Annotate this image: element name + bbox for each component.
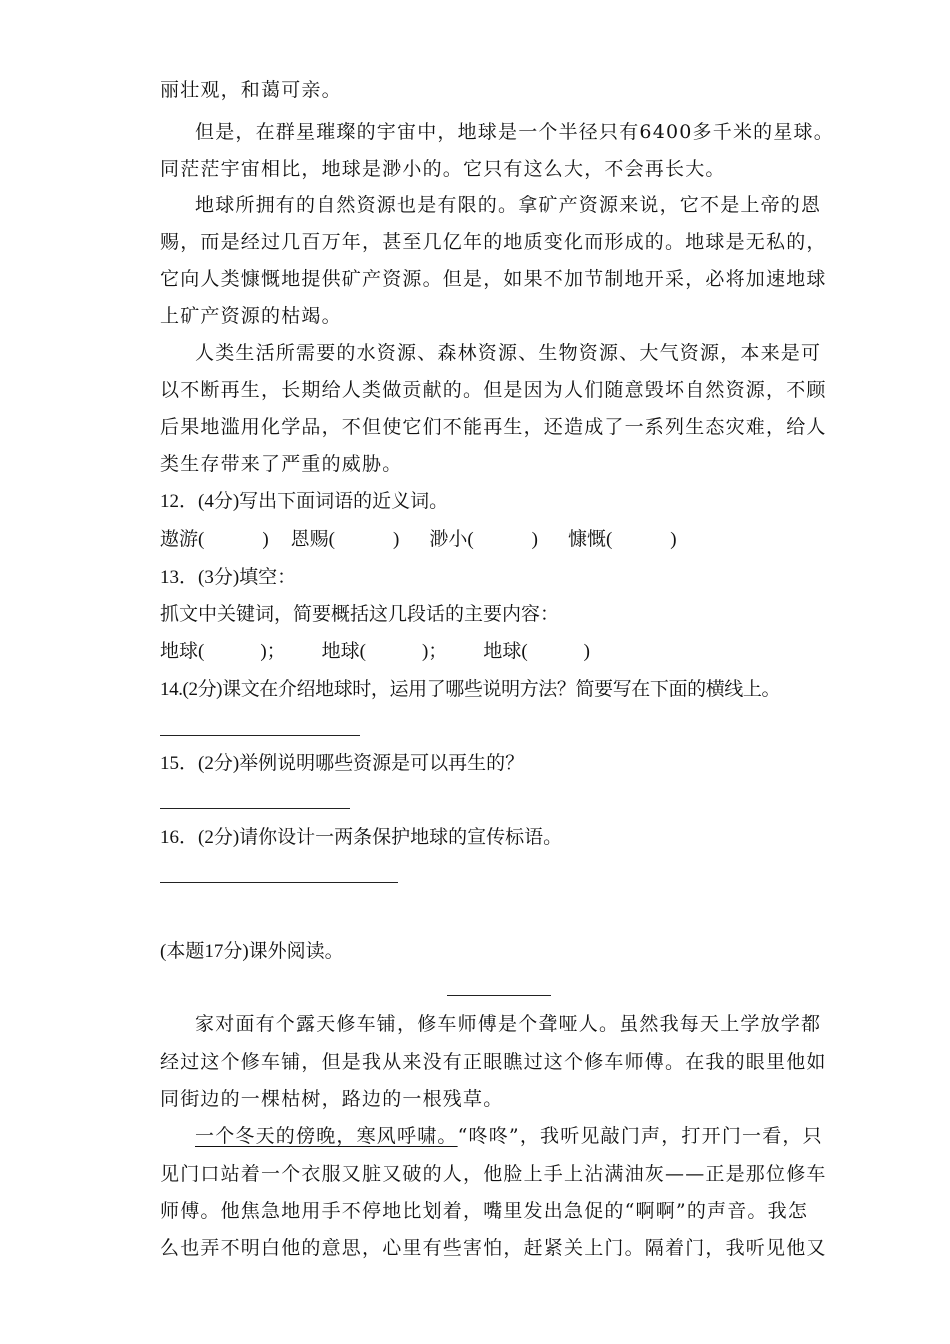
passage1-line: 以不断再生，长期给人类做贡献的。但是因为人们随意毁坏自然资源，不顾 — [160, 379, 827, 401]
passage2-line: 师傅。他焦急地用手不停地比划着，嘴里发出急促的“啊啊”的声音。我怎 — [160, 1200, 809, 1222]
passage-title-blank[interactable] — [447, 995, 551, 996]
q12-word: 恩赐( — [290, 529, 335, 550]
q13-sep: ) — [583, 641, 590, 662]
q14-answer-line[interactable] — [160, 735, 360, 736]
q13-items — [160, 640, 590, 664]
q13-instruction: 抓文中关键词，简要概括这几段话的主要内容： — [160, 604, 560, 625]
q12-word: 渺小( — [429, 529, 474, 550]
q12-stem: 12．(4分)写出下面词语的近义词。 — [160, 491, 449, 512]
passage2-line: 见门口站着一个衣服又脏又破的人，他脸上手上沾满油灰——正是那位修车 — [160, 1163, 827, 1185]
q12-close: ) — [670, 529, 677, 550]
q16-answer-line[interactable] — [160, 882, 398, 883]
passage1-line: 它向人类慷慨地提供矿产资源。但是，如果不加节制地开采，必将加速地球 — [160, 268, 827, 290]
passage1-line: 人类生活所需要的水资源、森林资源、生物资源、大气资源，本来是可 — [195, 342, 822, 364]
passage2-line: 家对面有个露天修车铺，修车师傅是个聋哑人。虽然我每天上学放学都 — [195, 1013, 822, 1035]
passage1-line: 上矿产资源的枯竭。 — [160, 305, 342, 327]
q15-answer-line[interactable] — [160, 808, 350, 809]
q14-stem: 14.(2分)课文在介绍地球时，运用了哪些说明方法？简要写在下面的横线上。 — [160, 679, 781, 700]
passage1-line: 丽壮观，和蔼可亲。 — [160, 79, 342, 101]
q13-stem: 13．(3分)填空： — [160, 567, 297, 588]
passage1-line: 同茫茫宇宙相比，地球是渺小的。它只有这么大，不会再长大。 — [160, 158, 726, 180]
q12-close: ) — [262, 529, 269, 550]
underlined-sentence: 一个冬天的傍晚，寒风呼啸。 — [195, 1125, 458, 1147]
q15-stem: 15．(2分)举例说明哪些资源是可以再生的？ — [160, 753, 525, 774]
passage2-line: 同街边的一棵枯树，路边的一根残草。 — [160, 1088, 504, 1110]
q12-words — [160, 528, 677, 552]
passage1-line: 但是，在群星璀璨的宇宙中，地球是一个半径只有6400多千米的星球。 — [195, 121, 834, 143]
q13-sep: )； — [421, 641, 448, 662]
passage2-text: “咚咚”，我听见敲门声，打开门一看，只 — [457, 1125, 823, 1147]
passage2-line: 经过这个修车铺，但是我从来没有正眼瞧过这个修车师傅。在我的眼里他如 — [160, 1051, 827, 1073]
passage1-line: 地球所拥有的自然资源也是有限的。拿矿产资源来说，它不是上帝的恩 — [195, 194, 822, 216]
passage1-line: 后果地滥用化学品，不但使它们不能再生，还造成了一系列生态灾难，给人 — [160, 416, 827, 438]
q13-item: 地球( — [160, 641, 205, 662]
q12-close: ) — [392, 529, 400, 550]
q16-stem: 16．(2分)请你设计一两条保护地球的宣传标语。 — [160, 827, 563, 848]
q12-close: ) — [531, 529, 538, 550]
q13-sep: )； — [260, 641, 286, 662]
passage1-line: 赐，而是经过几百万年，甚至几亿年的地质变化而形成的。地球是无私的， — [160, 231, 827, 253]
passage2-line: 么也弄不明白他的意思，心里有些害怕，赶紧关上门。隔着门，我听见他又 — [160, 1237, 827, 1259]
passage2-line — [195, 1124, 823, 1148]
q13-item: 地球( — [321, 641, 366, 662]
q12-word: 遨游( — [160, 529, 205, 550]
q12-word: 慷慨( — [567, 529, 613, 550]
section-heading: (本题17分)课外阅读。 — [160, 941, 344, 962]
passage1-line: 类生存带来了严重的威胁。 — [160, 453, 403, 475]
q13-item: 地球( — [483, 641, 528, 662]
